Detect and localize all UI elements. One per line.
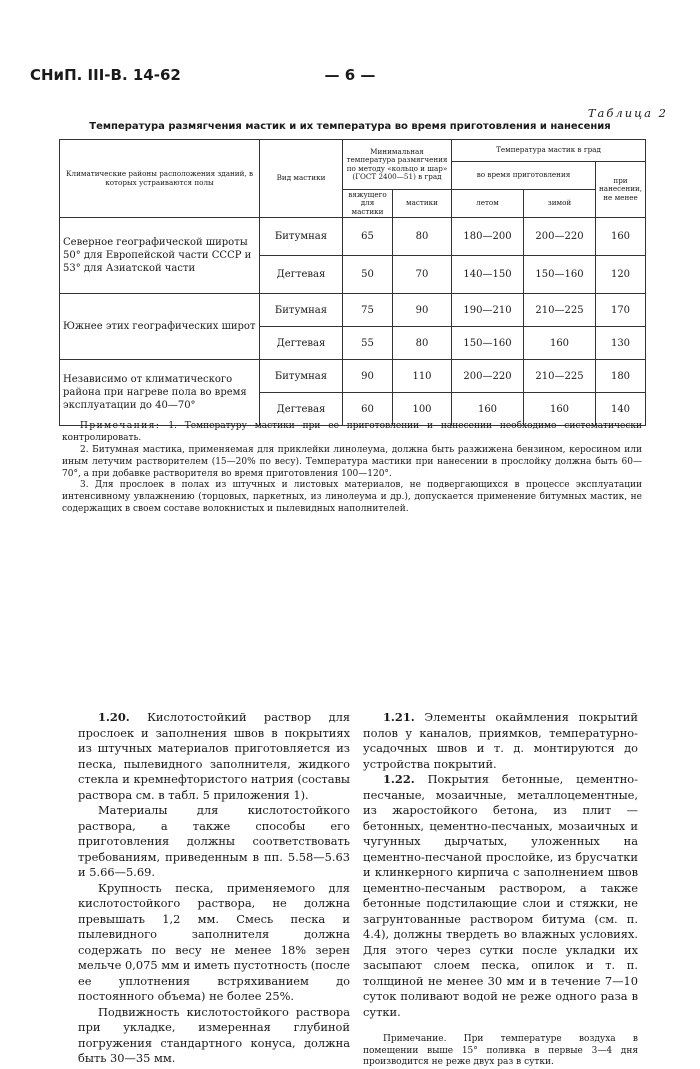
summer-cell: 200—220 (452, 360, 524, 393)
clause-1-20-number: 1.20. (98, 710, 130, 724)
type-cell: Битумная (260, 294, 343, 327)
table-row (60, 360, 646, 393)
type-cell: Битумная (260, 360, 343, 393)
note-2: 2. Битумная мастика, применяемая для приклейки линолеума, должна быть разжижена бензином, керосином или иным летучим растворителем (15—20% по весу). Температура мастики при нанесении в прослойку должна быть 60—70°, а при добавке растворителя во время приготовления 100—120°. (62, 444, 642, 479)
note-3: 3. Для прослоек в полах из штучных и листовых материалов, не подвергающихся в процессе эксплуатации интенсивному увлажнению (торцовых, паркетных, из линолеума и др.), допускается применение битумных мастик, не содержащих в своем составе волокнистых и пылевидных наполнителей. (62, 480, 642, 515)
header-winter: зимой (524, 190, 596, 218)
paragraph-sand: Крупность песка, применяемого для кислотостойкого раствора, не должна превышать 1,2 мм. Смесь песка и пылевидного заполнителя должна содержать по весу не менее 18% зерен мельче 0,075 мм и иметь пустотность (после ее уплотнения встряхиванием до постоянного объема) не более 25%. (78, 880, 350, 1003)
binder-cell: 75 (343, 294, 393, 327)
binder-cell: 65 (343, 218, 393, 256)
clause-1-22-text: Покрытия бетонные, цементно-песчаные, мозаичные, металлоцементные, из жаростойкого бетона, из плит — бетонных, цементно-песчаных, мозаичных и чугунных дырчатых, уложенных на цементно-песчаной прослойке, из брусчатки и клинкерного кирпича с заполнением швов цементно-песчаным раствором, а также бетонные подстилающие слои и стяжки, не загрунтованные раствором битума (см. п. 4.4), должны твердеть во влажных условиях. Для этого через сутки после укладки их засыпают слоем песка, опилок и т. п. толщиной не менее 30 мм и в течение 7—10 суток поливают водой не реже одного раза в сутки. (363, 772, 638, 1019)
header-min-softening-temp: Минимальная температура размягчения по методу «кольцо и шар» (ГОСТ 2400—51) в град (343, 140, 452, 190)
mastic-cell: 70 (393, 256, 452, 294)
header-region: Климатические районы расположения зданий, в которых устраиваются полы (60, 140, 260, 218)
winter-cell: 200—220 (524, 218, 596, 256)
application-cell: 160 (596, 218, 646, 256)
summer-cell: 180—200 (452, 218, 524, 256)
paragraph-materials: Материалы для кислотостойкого раствора, а также способы его приготовления должны соответствовать требованиям, приведенным в пп. 5.58—5.63 и 5.66—5.69. (78, 803, 350, 879)
notes-label: Примечания: (80, 421, 161, 431)
application-cell: 140 (596, 393, 646, 426)
type-cell: Дегтевая (260, 327, 343, 360)
winter-cell: 160 (524, 393, 596, 426)
winter-cell: 160 (524, 327, 596, 360)
header-summer: летом (452, 190, 524, 218)
type-cell: Дегтевая (260, 256, 343, 294)
clause-1-20-text: Кислотостойкий раствор для прослоек и заполнения швов в покрытиях из штучных материалов приготовляется из песка, пылевидного заполнителя, жидкого стекла и кремнефтористого натрия (составы раствора см. в табл. 5 приложения 1). (78, 710, 351, 802)
winter-cell: 210—225 (524, 294, 596, 327)
note-1-text: 1. Температуру мастики при ее приготовлении и нанесении необходимо систематически контролировать. (62, 421, 642, 443)
header-application: при нанесении, не менее (596, 162, 646, 218)
application-cell: 180 (596, 360, 646, 393)
winter-cell: 150—160 (524, 256, 596, 294)
header-during-preparation: во время приготовления (452, 162, 596, 190)
left-column (78, 710, 350, 1067)
table-row (60, 218, 646, 256)
clause-1-22-note (363, 1034, 638, 1069)
header-mastic-temp: Температура мастик в град (452, 140, 646, 162)
table-row (60, 294, 646, 327)
document-code: СНиП. III-В. 14-62 (30, 66, 181, 84)
region-cell: Южнее этих географических широт (60, 294, 260, 360)
type-cell: Дегтевая (260, 393, 343, 426)
right-column (363, 710, 638, 1069)
binder-cell: 55 (343, 327, 393, 360)
mastic-temperature-table (59, 139, 646, 426)
application-cell: 170 (596, 294, 646, 327)
paragraph-mobility: Подвижность кислотостойкого раствора при укладке, измеренная глубиной погружения стандартного конуса, должна быть 30—35 мм. (78, 1004, 350, 1065)
clause-1-21-number: 1.21. (383, 710, 415, 724)
clause-1-22-number: 1.22. (383, 772, 415, 786)
region-cell: Северное географической широты 50° для Европейской части СССР и 53° для Азиатской части (60, 218, 260, 294)
mastic-cell: 80 (393, 218, 452, 256)
summer-cell: 160 (452, 393, 524, 426)
table-label: Таблица 2 (587, 106, 668, 120)
clause-1-21 (363, 710, 638, 772)
summer-cell: 190—210 (452, 294, 524, 327)
summer-cell: 140—150 (452, 256, 524, 294)
page-header (30, 66, 670, 88)
clause-1-20 (78, 710, 350, 803)
note-text: При температуре воздуха в помещении выше 15° поливка в первые 3—4 дня производится не реже двух раз в сутки. (363, 1034, 638, 1068)
summer-cell: 150—160 (452, 327, 524, 360)
region-cell: Независимо от климатического района при нагреве пола во время эксплуатации до 40—70° (60, 360, 260, 426)
clause-1-21-text: Элементы окаймления покрытий полов у каналов, приямков, температурно-усадочных швов и т. д. монтируются до устройства покрытий. (363, 710, 638, 771)
header-binder: вяжущего для мастики (343, 190, 393, 218)
mastic-cell: 80 (393, 327, 452, 360)
table-notes (62, 421, 642, 516)
application-cell: 130 (596, 327, 646, 360)
clause-1-22 (363, 772, 638, 1020)
binder-cell: 50 (343, 256, 393, 294)
header-mastic-type: Вид мастики (260, 140, 343, 218)
binder-cell: 60 (343, 393, 393, 426)
page-number: — 6 — (324, 66, 376, 84)
mastic-cell: 110 (393, 360, 452, 393)
application-cell: 120 (596, 256, 646, 294)
mastic-cell: 90 (393, 294, 452, 327)
note-1 (62, 421, 642, 445)
table-title: Температура размягчения мастик и их температура во время приготовления и нанесения (89, 121, 611, 132)
type-cell: Битумная (260, 218, 343, 256)
binder-cell: 90 (343, 360, 393, 393)
mastic-cell: 100 (393, 393, 452, 426)
note-label: Примечание. (383, 1034, 447, 1044)
header-mastic: мастики (393, 190, 452, 218)
winter-cell: 210—225 (524, 360, 596, 393)
